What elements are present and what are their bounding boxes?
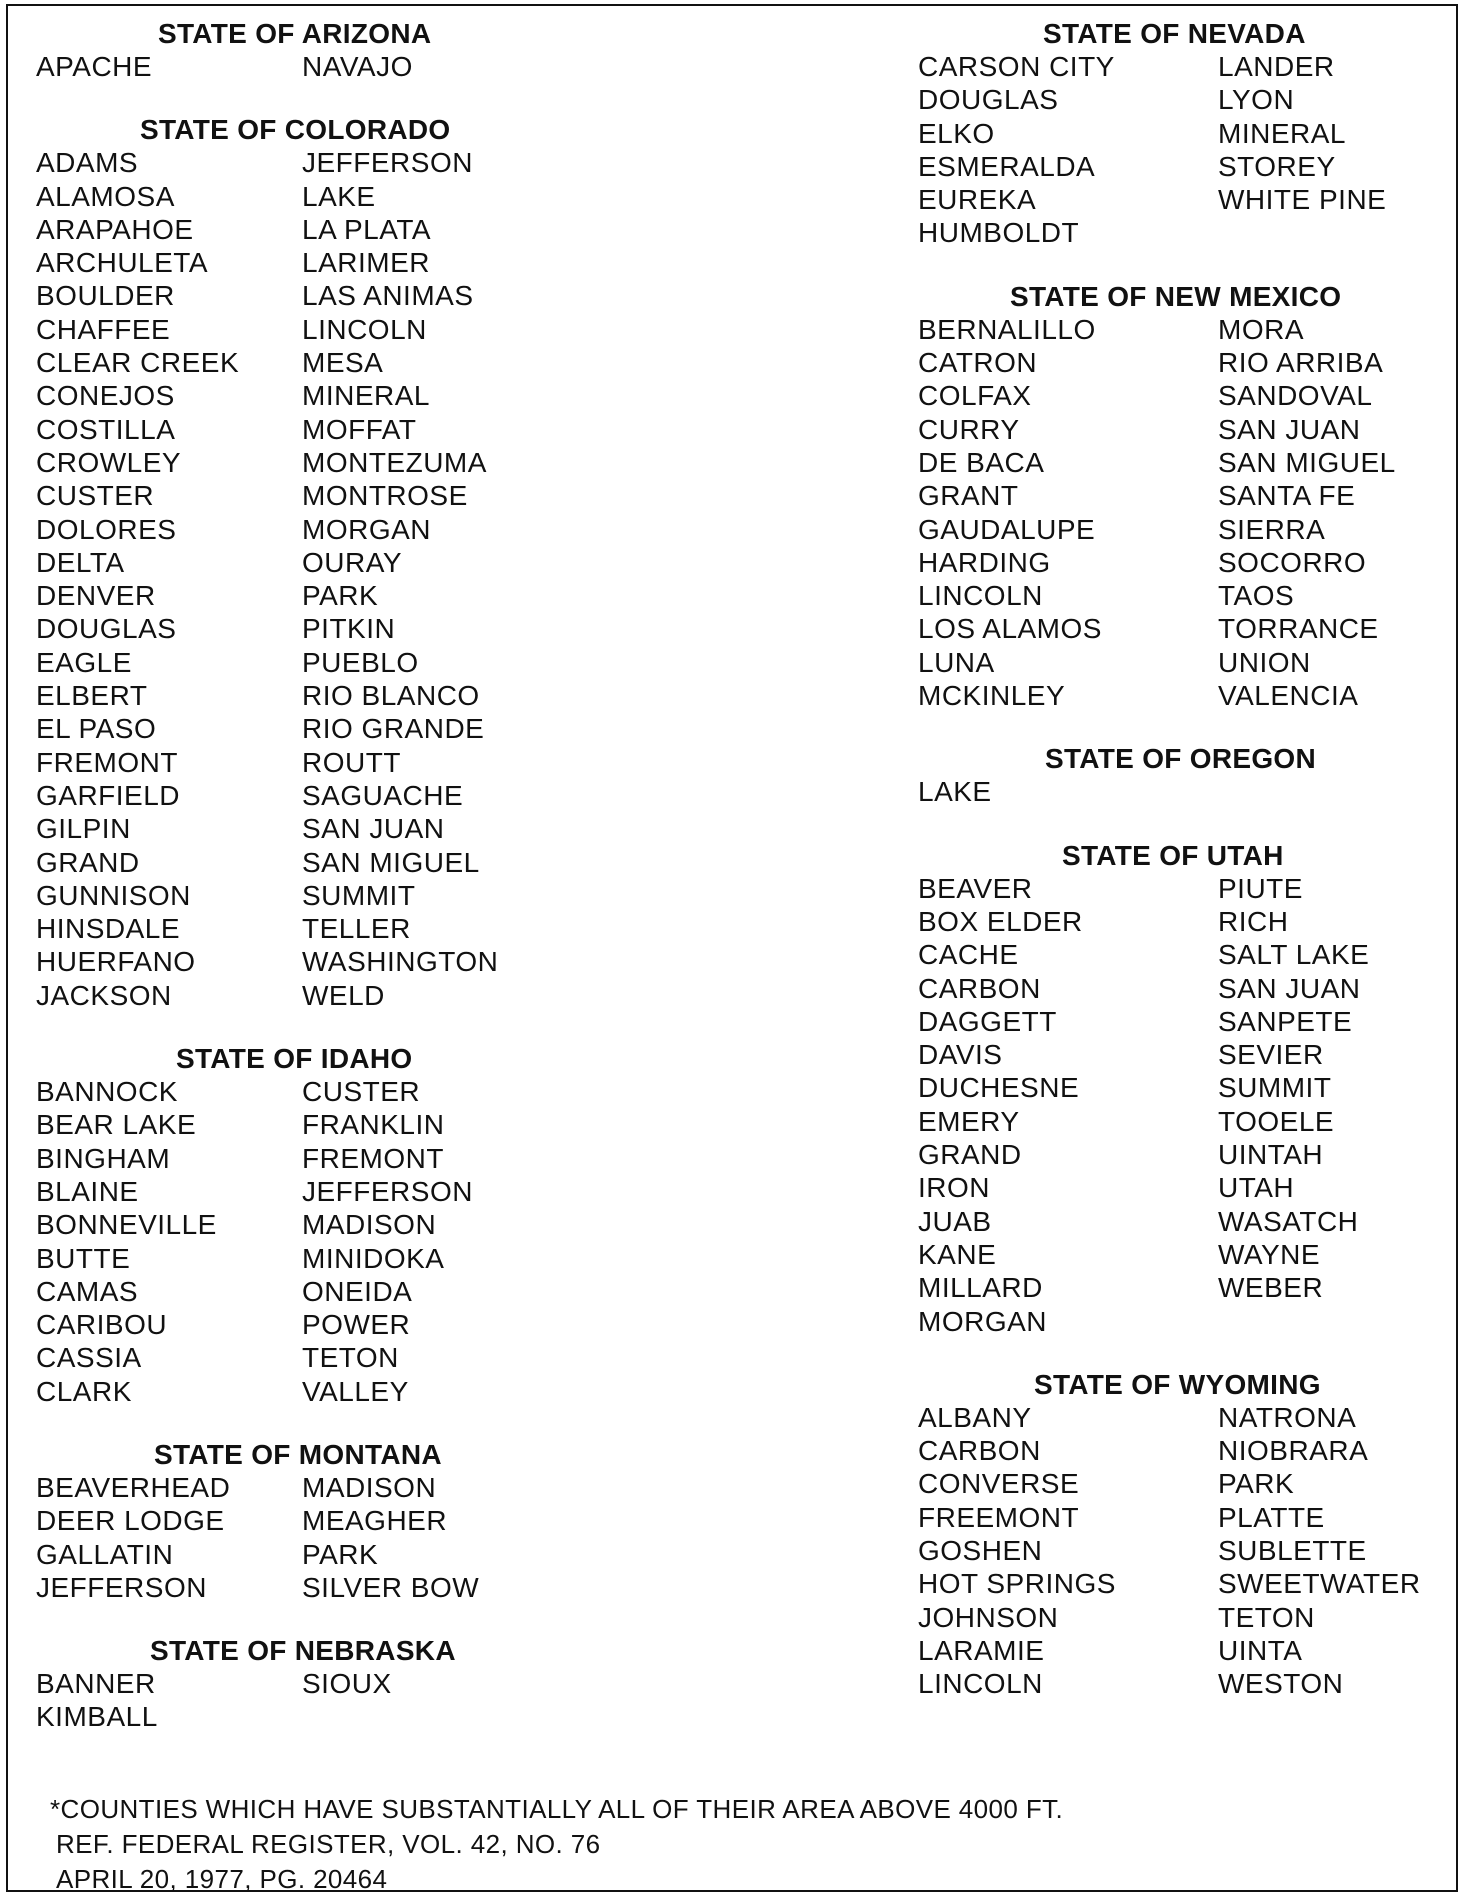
county-name: TORRANCE: [1218, 613, 1379, 645]
state-title: STATE OF OREGON: [1045, 743, 1317, 775]
county-name: HARDING: [918, 546, 1051, 578]
county-name: BEAVER: [918, 872, 1033, 904]
county-name: HUMBOLDT: [918, 217, 1080, 249]
footnote: [50, 1792, 1350, 1897]
county-name: WAYNE: [1218, 1238, 1321, 1270]
county-name: STOREY: [1218, 150, 1336, 182]
county-name: CATRON: [918, 347, 1038, 379]
county-list: [918, 50, 1458, 250]
county-name: PIUTE: [1218, 872, 1303, 904]
county-name: GRANT: [918, 480, 1019, 512]
county-name: LAS ANIMAS: [302, 280, 474, 312]
county-name: COLFAX: [918, 380, 1032, 412]
state-title: STATE OF NEVADA: [1043, 18, 1306, 49]
county-name: BOX ELDER: [918, 905, 1083, 937]
county-name: DOUGLAS: [36, 613, 177, 645]
county-name: JEFFERSON: [302, 1175, 473, 1207]
state-section-arizona: [36, 18, 756, 83]
county-name: DOUGLAS: [918, 84, 1059, 116]
county-name: JUAB: [918, 1205, 992, 1237]
county-name: POWER: [302, 1309, 411, 1341]
state-title: STATE OF IDAHO: [176, 1043, 413, 1075]
right-column: [918, 18, 1458, 1731]
county-name: SWEETWATER: [1218, 1568, 1421, 1600]
county-name: KANE: [918, 1238, 997, 1270]
county-name: HOT SPRINGS: [918, 1568, 1116, 1600]
county-name: RICH: [1218, 905, 1289, 937]
state-section-new-mexico: [918, 281, 1458, 713]
county-name: LA PLATA: [302, 213, 432, 245]
county-name: HINSDALE: [36, 913, 181, 945]
state-section-colorado: [36, 114, 756, 1012]
county-name: JOHNSON: [918, 1601, 1059, 1633]
county-name: SUMMIT: [302, 879, 416, 911]
county-name: MESA: [302, 347, 384, 379]
county-name: UTAH: [1218, 1172, 1295, 1204]
county-name: COSTILLA: [36, 413, 176, 445]
county-name: DAGGETT: [918, 1005, 1057, 1037]
county-name: UNION: [1218, 646, 1311, 678]
county-name: FREEMONT: [918, 1501, 1080, 1533]
county-name: PARK: [302, 580, 379, 612]
county-name: TOOELE: [1218, 1105, 1335, 1137]
county-list: [918, 775, 1458, 808]
county-name: HUERFANO: [36, 946, 196, 978]
county-name: WASATCH: [1218, 1205, 1359, 1237]
county-name: MONTROSE: [302, 480, 468, 512]
county-name: DE BACA: [918, 446, 1045, 478]
county-name: SAN MIGUEL: [302, 846, 480, 878]
county-name: SAN MIGUEL: [1218, 446, 1396, 478]
county-name: WHITE PINE: [1218, 184, 1387, 216]
county-name: VALLEY: [302, 1375, 409, 1407]
county-name: RIO BLANCO: [302, 680, 480, 712]
county-name: GRAND: [918, 1139, 1022, 1171]
county-name: FREMONT: [302, 1142, 444, 1174]
county-name: LUNA: [918, 646, 995, 678]
county-name: MINERAL: [302, 380, 430, 412]
county-name: OURAY: [302, 546, 402, 578]
county-list: [36, 1471, 756, 1604]
state-section-nevada: [918, 18, 1458, 250]
county-name: UINTAH: [1218, 1139, 1324, 1171]
county-name: CURRY: [918, 413, 1020, 445]
county-name: BOULDER: [36, 280, 175, 312]
county-name: ARCHULETA: [36, 247, 209, 279]
county-list: [36, 1075, 756, 1408]
county-name: NIOBRARA: [1218, 1435, 1369, 1467]
county-name: GOSHEN: [918, 1534, 1043, 1566]
county-name: CROWLEY: [36, 446, 182, 478]
county-name: CONVERSE: [918, 1468, 1080, 1500]
county-name: MEAGHER: [302, 1505, 448, 1537]
county-name: CUSTER: [302, 1076, 421, 1108]
county-name: LARAMIE: [918, 1634, 1045, 1666]
county-list: [918, 1401, 1458, 1701]
county-name: ELKO: [918, 117, 995, 149]
county-name: SANPETE: [1218, 1005, 1353, 1037]
county-name: SIERRA: [1218, 513, 1326, 545]
county-name: NATRONA: [1218, 1401, 1357, 1433]
county-name: SANDOVAL: [1218, 380, 1373, 412]
state-section-oregon: [918, 743, 1458, 808]
county-name: CHAFFEE: [36, 313, 171, 345]
county-name: CARBON: [918, 972, 1041, 1004]
county-name: ROUTT: [302, 746, 401, 778]
county-name: MADISON: [302, 1209, 437, 1241]
county-name: TAOS: [1218, 580, 1295, 612]
county-name: JEFFERSON: [302, 147, 473, 179]
county-name: MCKINLEY: [918, 680, 1066, 712]
county-name: LAKE: [918, 776, 992, 808]
county-name: TELLER: [302, 913, 411, 945]
county-name: DEER LODGE: [36, 1505, 225, 1537]
footnote-line-2: REF. FEDERAL REGISTER, VOL. 42, NO. 76: [56, 1829, 601, 1859]
county-name: NAVAJO: [302, 51, 413, 82]
state-section-utah: [918, 840, 1458, 1338]
county-name: CARIBOU: [36, 1309, 168, 1341]
county-name: CARBON: [918, 1435, 1041, 1467]
county-name: SILVER BOW: [302, 1571, 480, 1603]
county-name: EAGLE: [36, 646, 132, 678]
state-title: STATE OF MONTANA: [154, 1438, 442, 1470]
county-name: GILPIN: [36, 813, 131, 845]
county-name: LANDER: [1218, 51, 1335, 82]
county-name: ESMERALDA: [918, 150, 1096, 182]
county-name: ONEIDA: [302, 1275, 413, 1307]
state-section-nebraska: [36, 1635, 756, 1734]
county-name: ELBERT: [36, 680, 148, 712]
county-name: DELTA: [36, 546, 125, 578]
county-name: MILLARD: [918, 1272, 1043, 1304]
county-name: DUCHESNE: [918, 1072, 1080, 1104]
county-name: BEAVERHEAD: [36, 1471, 231, 1503]
state-title: STATE OF ARIZONA: [158, 18, 432, 49]
county-name: MINIDOKA: [302, 1242, 445, 1274]
county-name: LYON: [1218, 84, 1295, 116]
state-section-idaho: [36, 1043, 756, 1408]
county-name: CAMAS: [36, 1275, 139, 1307]
county-name: MINERAL: [1218, 117, 1346, 149]
county-name: MORA: [1218, 313, 1304, 345]
county-name: LARIMER: [302, 247, 430, 279]
county-name: BEAR LAKE: [36, 1109, 197, 1141]
county-list: [36, 50, 756, 83]
county-name: GARFIELD: [36, 779, 181, 811]
state-title: STATE OF COLORADO: [140, 114, 451, 146]
county-name: EL PASO: [36, 713, 157, 745]
county-name: MORGAN: [302, 513, 431, 545]
county-name: APACHE: [36, 51, 153, 82]
county-name: JEFFERSON: [36, 1571, 207, 1603]
state-title: STATE OF NEBRASKA: [150, 1635, 456, 1667]
county-name: JACKSON: [36, 979, 172, 1011]
county-name: LINCOLN: [918, 1668, 1043, 1700]
county-name: MONTEZUMA: [302, 446, 487, 478]
county-name: TETON: [1218, 1601, 1315, 1633]
county-name: BUTTE: [36, 1242, 131, 1274]
county-name: CLARK: [36, 1375, 132, 1407]
county-name: CASSIA: [36, 1342, 142, 1374]
county-name: CUSTER: [36, 480, 155, 512]
county-name: TETON: [302, 1342, 399, 1374]
county-name: WEBER: [1218, 1272, 1324, 1304]
county-name: SUBLETTE: [1218, 1534, 1367, 1566]
county-name: GRAND: [36, 846, 140, 878]
county-name: EMERY: [918, 1105, 1020, 1137]
county-name: RIO ARRIBA: [1218, 347, 1384, 379]
county-name: SAN JUAN: [1218, 972, 1361, 1004]
county-name: BANNOCK: [36, 1076, 178, 1108]
county-name: CLEAR CREEK: [36, 347, 240, 379]
county-name: MADISON: [302, 1471, 437, 1503]
county-name: PARK: [1218, 1468, 1295, 1500]
county-name: IRON: [918, 1172, 990, 1204]
county-name: UINTA: [1218, 1634, 1303, 1666]
county-name: ADAMS: [36, 147, 139, 179]
county-list: [918, 313, 1458, 713]
county-name: KIMBALL: [36, 1701, 158, 1733]
county-name: LINCOLN: [302, 313, 427, 345]
county-name: LAKE: [302, 180, 376, 212]
county-name: CACHE: [918, 939, 1019, 971]
county-list: [36, 1667, 756, 1734]
county-name: BINGHAM: [36, 1142, 171, 1174]
county-name: DOLORES: [36, 513, 177, 545]
county-name: RIO GRANDE: [302, 713, 485, 745]
county-name: MOFFAT: [302, 413, 417, 445]
county-name: WASHINGTON: [302, 946, 499, 978]
county-name: SAGUACHE: [302, 779, 464, 811]
county-name: SIOUX: [302, 1668, 392, 1700]
county-name: VALENCIA: [1218, 680, 1359, 712]
county-name: SUMMIT: [1218, 1072, 1332, 1104]
county-name: ARAPAHOE: [36, 213, 194, 245]
footnote-line-3: APRIL 20, 1977, PG. 20464: [56, 1864, 388, 1894]
state-title: STATE OF NEW MEXICO: [1010, 280, 1342, 312]
county-name: GUNNISON: [36, 879, 191, 911]
county-name: MORGAN: [918, 1305, 1047, 1337]
county-name: SOCORRO: [1218, 546, 1367, 578]
county-list: [918, 872, 1458, 1338]
county-name: SALT LAKE: [1218, 939, 1370, 971]
county-name: LOS ALAMOS: [918, 613, 1102, 645]
left-column: [36, 18, 756, 1765]
county-name: DENVER: [36, 580, 156, 612]
county-name: PUEBLO: [302, 646, 419, 678]
county-name: SAN JUAN: [1218, 413, 1361, 445]
state-section-wyoming: [918, 1369, 1458, 1701]
county-name: LINCOLN: [918, 580, 1043, 612]
county-name: SEVIER: [1218, 1039, 1324, 1071]
county-name: BERNALILLO: [918, 313, 1096, 345]
county-name: ALBANY: [918, 1401, 1032, 1433]
county-name: PITKIN: [302, 613, 396, 645]
county-name: BLAINE: [36, 1175, 139, 1207]
county-name: BANNER: [36, 1668, 156, 1700]
footnote-line-1: *COUNTIES WHICH HAVE SUBSTANTIALLY ALL OF THEIR AREA ABOVE 4000 FT.: [50, 1794, 1064, 1824]
county-name: SANTA FE: [1218, 480, 1356, 512]
county-name: CARSON CITY: [918, 51, 1115, 82]
county-name: DAVIS: [918, 1039, 1003, 1071]
county-name: FRANKLIN: [302, 1109, 445, 1141]
county-list: [36, 146, 756, 1012]
state-title: STATE OF UTAH: [1062, 839, 1284, 871]
county-name: CONEJOS: [36, 380, 175, 412]
county-name: PLATTE: [1218, 1501, 1325, 1533]
county-name: WELD: [302, 979, 385, 1011]
county-name: WESTON: [1218, 1668, 1344, 1700]
county-name: ALAMOSA: [36, 180, 175, 212]
county-name: PARK: [302, 1538, 379, 1570]
county-name: EUREKA: [918, 184, 1037, 216]
county-name: BONNEVILLE: [36, 1209, 217, 1241]
county-name: GAUDALUPE: [918, 513, 1096, 545]
state-section-montana: [36, 1439, 756, 1604]
state-title: STATE OF WYOMING: [1034, 1368, 1321, 1400]
county-name: FREMONT: [36, 746, 178, 778]
county-name: SAN JUAN: [302, 813, 445, 845]
county-name: GALLATIN: [36, 1538, 174, 1570]
